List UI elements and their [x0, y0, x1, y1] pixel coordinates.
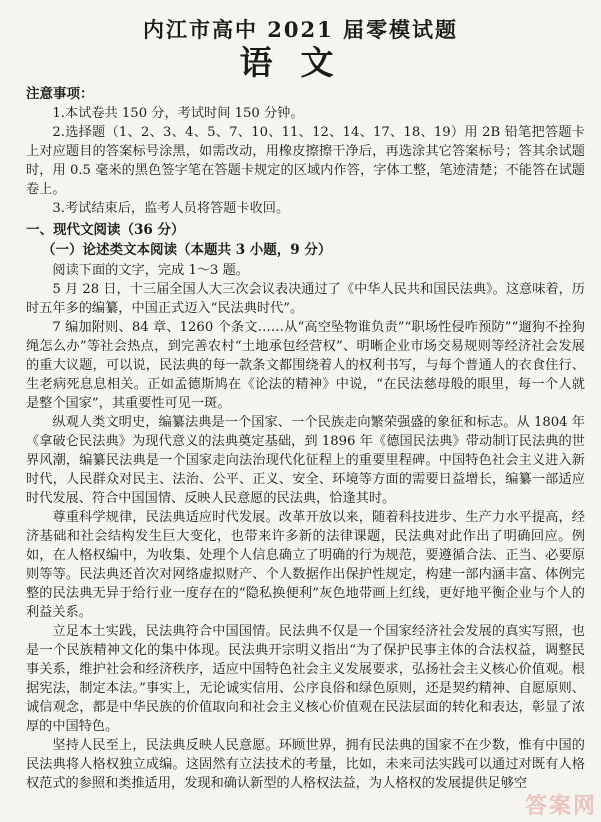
note-item: 3.考试结束后，监考人员将答题卡收回。 — [52, 201, 290, 217]
exam-content — [0, 85, 601, 793]
reading-instruction: 阅读下面的文字，完成 1～3 题。 — [52, 263, 249, 279]
passage-paragraph: 7 编加附则、84 章、1260 个条文……从“高空坠物谁负责”“职场性侵咋预防”“遛狗不拴狗绳怎么办”等社会热点，到完善农村“土地承包经营权”、明晰企业市场交易规则等经济社会发展的重大议题，可以说，民法典的每一款条文都围绕着人的权利书写，与每个普通人的衣食住行、生老病死息息相关。正如孟德斯鸠在《论法的精神》中说，“在民法慈母般的眼里，每一个人就是整个国家”，其重要性可见一斑。 — [26, 320, 585, 412]
passage-paragraph: 坚持人民至上，民法典反映人民意愿。环顾世界，拥有民法典的国家不在少数，惟有中国的民法典将人格权独立成编。这固然有立法技术的考量，比如，未来司法实践可以通过对既有人格权范式的参照和类推适用，发现和确认新型的人格权法益，为人格权的发展提供足够空 — [26, 738, 585, 792]
exam-title: 内江市高中 2021 届零模试题 — [142, 17, 459, 42]
note-item: 1.本试卷共 150 分，考试时间 150 分钟。 — [52, 106, 304, 122]
passage-paragraph: 尊重科学规律，民法典适应时代发展。改革开放以来，随着科技进步、生产力水平提高，经济基础和社会结构发生巨大变化，也带来许多新的法律课题，民法典对此作出了明确回应。例如，在人格权编中，为收集、处理个人信息确立了明确的行为规范，要遵循合法、正当、必要原则等等。民法典还首次对网络虚拟财产、个人数据作出保护性规定，构建一部内涵丰富、体例完整的民法典无异于给行业一度存在的“隐私换便利”灰色地带画上红线，更好地平衡企业与个人的利益关系。 — [26, 510, 585, 621]
passage-paragraph: 立足本土实践，民法典符合中国国情。民法典不仅是一个国家经济社会发展的真实写照，也是一个民族精神文化的集中体现。民法典开宗明义指出“为了保护民事主体的合法权益，调整民事关系，维护社会和经济秩序，适应中国特色社会主义发展要求，弘扬社会主义核心价值观。根据宪法，制定本法。”事实上，无论诚实信用、公序良俗和绿色原则，还是契约精神、自愿原则、诚信观念，都是中华民族的价值取向和社会主义核心价值观在民法层面的转化和表达，彰显了浓厚的中国特色。 — [26, 624, 585, 735]
note-item: 2.选择题（1、2、3、4、5、7、10、11、12、14、17、18、19）用 2B 铅笔把答题卡上对应题目的答案标号涂黑，如需改动，用橡皮擦擦干净后，再选涂其它答案标号；答其余试题时，用 0.5 毫米的黑色签字笔在答题卡规定的区域内作答，字体工整，笔迹清楚；不能答在试题卷上。 — [26, 125, 585, 198]
site-watermark: 答案网 — [524, 794, 597, 819]
subsection-heading: （一）论述类文本阅读（本题共 3 小题，9 分） — [42, 242, 332, 259]
passage-paragraph: 5 月 28 日，十三届全国人大三次会议表决通过了《中华人民共和国民法典》。这意味着，历时五年多的编纂，中国正式迈入“民法典时代”。 — [26, 282, 585, 317]
notes-heading: 注意事项： — [26, 85, 94, 102]
passage-paragraph: 纵观人类文明史，编纂法典是一个国家、一个民族走向繁荣强盛的象征和标志。从 1804 年《拿破仑民法典》为现代意义的法典奠定基础，到 1896 年《德国民法典》带动制订民法典的世界风潮，编纂民法典是一个国家走向法治现代化征程上的重要里程碑。中国特色社会主义进入新时代，人民群众对民主、法治、公平、正义、安全、环境等方面的需要日益增长，编纂一部适应时代发展、符合中国国情、反映人民意愿的民法典，恰逢其时。 — [26, 415, 585, 507]
section-heading: 一、现代文阅读（36 分） — [26, 222, 185, 239]
subject-title: 语文 — [239, 43, 362, 82]
